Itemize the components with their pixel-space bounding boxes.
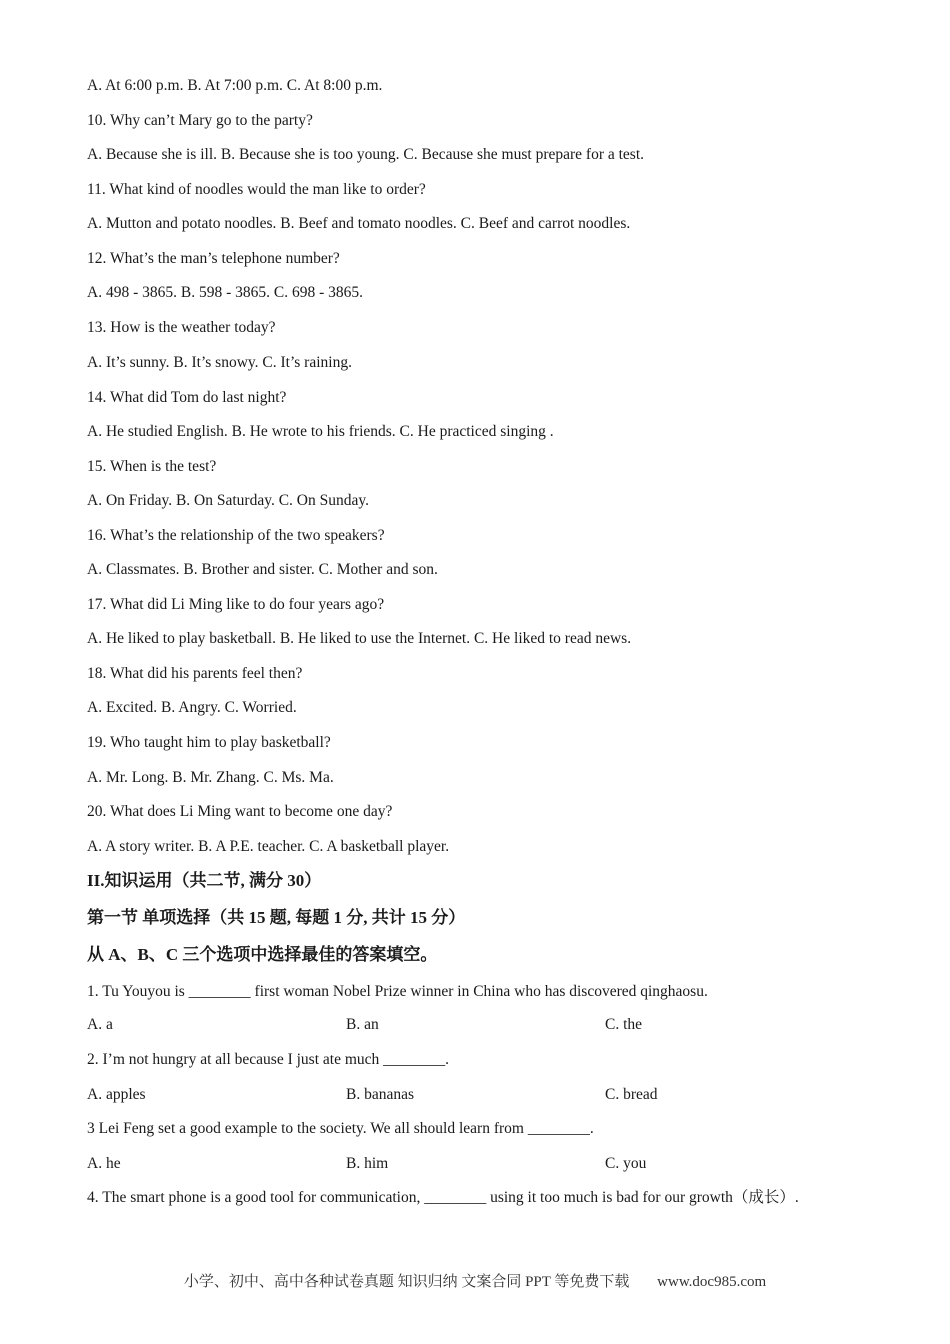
q15-stem: 15. When is the test? [87,458,217,475]
footer-link[interactable]: www.doc985.com [657,1274,767,1290]
q17-stem: 17. What did Li Ming like to do four years ago? [87,596,385,613]
mc-q2-option-b: B. bananas [346,1086,415,1103]
mc-q2-option-c: C. bread [605,1086,658,1103]
part-heading: 第一节 单项选择（共 15 题, 每题 1 分, 共计 15 分） [87,908,466,927]
q14-options: A. He studied English. B. He wrote to his friends. C. He practiced singing . [87,423,554,440]
q18-options: A. Excited. B. Angry. C. Worried. [87,699,297,716]
mc-q1-stem: 1. Tu Youyou is ________ first woman Nobel Prize winner in China who has discovered qinghaosu. [87,983,708,1000]
mc-q2-option-a: A. apples [87,1086,146,1103]
q12-stem: 12. What’s the man’s telephone number? [87,250,340,267]
mc-q3-stem: 3 Lei Feng set a good example to the society. We all should learn from ________. [87,1120,594,1137]
footer-text: 小学、初中、高中各种试卷真题 知识归纳 文案合同 PPT 等免费下载 [183,1274,630,1290]
q19-options: A. Mr. Long. B. Mr. Zhang. C. Ms. Ma. [87,769,334,786]
q20-stem: 20. What does Li Ming want to become one day? [87,803,393,820]
q10-options: A. Because she is ill. B. Because she is too young. C. Because she must prepare for a test. [87,146,645,163]
q20-options: A. A story writer. B. A P.E. teacher. C. A basketball player. [87,838,450,855]
q13-options: A. It’s sunny. B. It’s snowy. C. It’s raining. [87,354,352,371]
q14-stem: 14. What did Tom do last night? [87,389,287,406]
page-footer [0,1270,950,1291]
q16-options: A. Classmates. B. Brother and sister. C. Mother and son. [87,561,438,578]
mc-q1-option-a: A. a [87,1016,113,1033]
q9-options: A. At 6:00 p.m. B. At 7:00 p.m. C. At 8:00 p.m. [87,77,383,94]
q15-options: A. On Friday. B. On Saturday. C. On Sunday. [87,492,369,509]
q11-options: A. Mutton and potato noodles. B. Beef and tomato noodles. C. Beef and carrot noodles. [87,215,631,232]
mc-q3-option-a: A. he [87,1155,121,1172]
mc-q1-option-b: B. an [346,1016,379,1033]
mc-q3-option-c: C. you [605,1155,647,1172]
q19-stem: 19. Who taught him to play basketball? [87,734,331,751]
q13-stem: 13. How is the weather today? [87,319,276,336]
mc-q3-option-b: B. him [346,1155,389,1172]
q16-stem: 16. What’s the relationship of the two speakers? [87,527,385,544]
q10-stem: 10. Why can’t Mary go to the party? [87,112,313,129]
mc-q4-stem: 4. The smart phone is a good tool for communication, ________ using it too much is bad for our growth（成长）. [87,1189,799,1206]
q12-options: A. 498 - 3865. B. 598 - 3865. C. 698 - 3865. [87,284,363,301]
q11-stem: 11. What kind of noodles would the man like to order? [87,181,426,198]
mc-q1-option-c: C. the [605,1016,643,1033]
section-heading: II.知识运用（共二节, 满分 30） [87,871,322,890]
instruction: 从 A、B、C 三个选项中选择最佳的答案填空。 [87,945,438,964]
q17-options: A. He liked to play basketball. B. He liked to use the Internet. C. He liked to read news. [87,630,632,647]
q18-stem: 18. What did his parents feel then? [87,665,303,682]
mc-q2-stem: 2. I’m not hungry at all because I just ate much ________. [87,1051,450,1068]
